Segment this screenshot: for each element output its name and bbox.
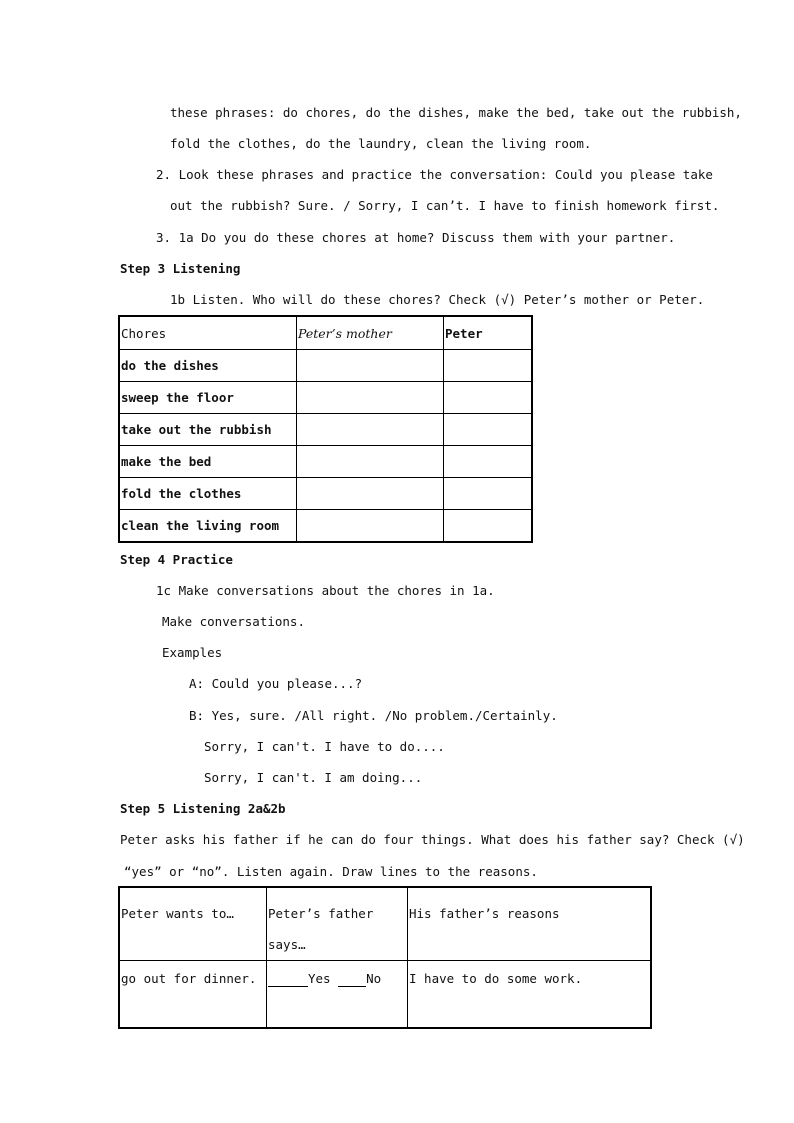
step5-line-1: Peter asks his father if he can do four things. What does his father say? Check (√) — [120, 832, 745, 847]
step5-line-2: “yes” or “no”. Listen again. Draw lines to the reasons. — [124, 864, 538, 879]
example-b: B: Yes, sure. /All right. /No problem./Certainly. — [189, 708, 558, 723]
mother-check-cell[interactable] — [297, 350, 444, 382]
step4-line-2: Make conversations. — [162, 614, 305, 629]
mother-check-cell[interactable] — [297, 510, 444, 543]
chore-cell: take out the rubbish — [119, 414, 297, 446]
peter-check-cell[interactable] — [444, 446, 533, 478]
yes-label: Yes — [308, 971, 331, 986]
table-header-row — [119, 316, 532, 350]
table-row — [119, 414, 532, 446]
chore-cell: do the dishes — [119, 350, 297, 382]
intro-item-2b: out the rubbish? Sure. / Sorry, I can’t. I have to finish homework first. — [170, 198, 720, 213]
header-father-says-line-1: Peter’s father — [268, 906, 374, 921]
table-header-row — [119, 887, 651, 961]
peter-check-cell[interactable] — [444, 510, 533, 543]
no-blank[interactable] — [338, 971, 366, 987]
answer-cell — [267, 961, 408, 1029]
table-row — [119, 961, 651, 1029]
yes-blank[interactable] — [268, 971, 308, 987]
intro-item-2a: 2. Look these phrases and practice the conversation: Could you please take — [156, 167, 713, 182]
example-a: A: Could you please...? — [189, 676, 363, 691]
chore-cell: sweep the floor — [119, 382, 297, 414]
chore-cell: make the bed — [119, 446, 297, 478]
intro-line-1: these phrases: do chores, do the dishes, make the bed, take out the rubbish, — [170, 105, 742, 120]
peter-check-cell[interactable] — [444, 350, 533, 382]
chore-cell: fold the clothes — [119, 478, 297, 510]
step5-heading: Step 5 Listening 2a&2b — [120, 801, 286, 816]
step3-heading: Step 3 Listening — [120, 261, 241, 276]
reason-cell: I have to do some work. — [408, 961, 652, 1029]
peter-check-cell[interactable] — [444, 478, 533, 510]
table-row — [119, 510, 532, 543]
wants-cell: go out for dinner. — [119, 961, 267, 1029]
header-peter-wants: Peter wants to… — [119, 887, 267, 961]
example-b-2: Sorry, I can't. I have to do.... — [204, 739, 445, 754]
table-row — [119, 350, 532, 382]
step4-line-3: Examples — [162, 645, 223, 660]
step4-line-1: 1c Make conversations about the chores in 1a. — [156, 583, 495, 598]
mother-check-cell[interactable] — [297, 414, 444, 446]
header-father-reasons: His father’s reasons — [408, 887, 652, 961]
chore-cell: clean the living room — [119, 510, 297, 543]
header-father-says — [267, 887, 408, 961]
table-row — [119, 382, 532, 414]
header-peter: Peter — [444, 316, 533, 350]
intro-item-3: 3. 1a Do you do these chores at home? Discuss them with your partner. — [156, 230, 676, 245]
father-table — [118, 886, 652, 1029]
header-father-says-line-2: says… — [268, 937, 306, 952]
step3-instruction: 1b Listen. Who will do these chores? Check (√) Peter’s mother or Peter. — [170, 292, 705, 307]
mother-check-cell[interactable] — [297, 382, 444, 414]
table-row — [119, 446, 532, 478]
no-label: No — [366, 971, 382, 986]
example-b-3: Sorry, I can't. I am doing... — [204, 770, 423, 785]
mother-check-cell[interactable] — [297, 446, 444, 478]
table-row — [119, 478, 532, 510]
mother-check-cell[interactable] — [297, 478, 444, 510]
step4-heading: Step 4 Practice — [120, 552, 233, 567]
intro-line-2: fold the clothes, do the laundry, clean the living room. — [170, 136, 592, 151]
header-peters-mother: Peter’s mother — [297, 316, 444, 350]
chores-table — [118, 315, 533, 543]
peter-check-cell[interactable] — [444, 414, 533, 446]
peter-check-cell[interactable] — [444, 382, 533, 414]
header-chores: Chores — [119, 316, 297, 350]
